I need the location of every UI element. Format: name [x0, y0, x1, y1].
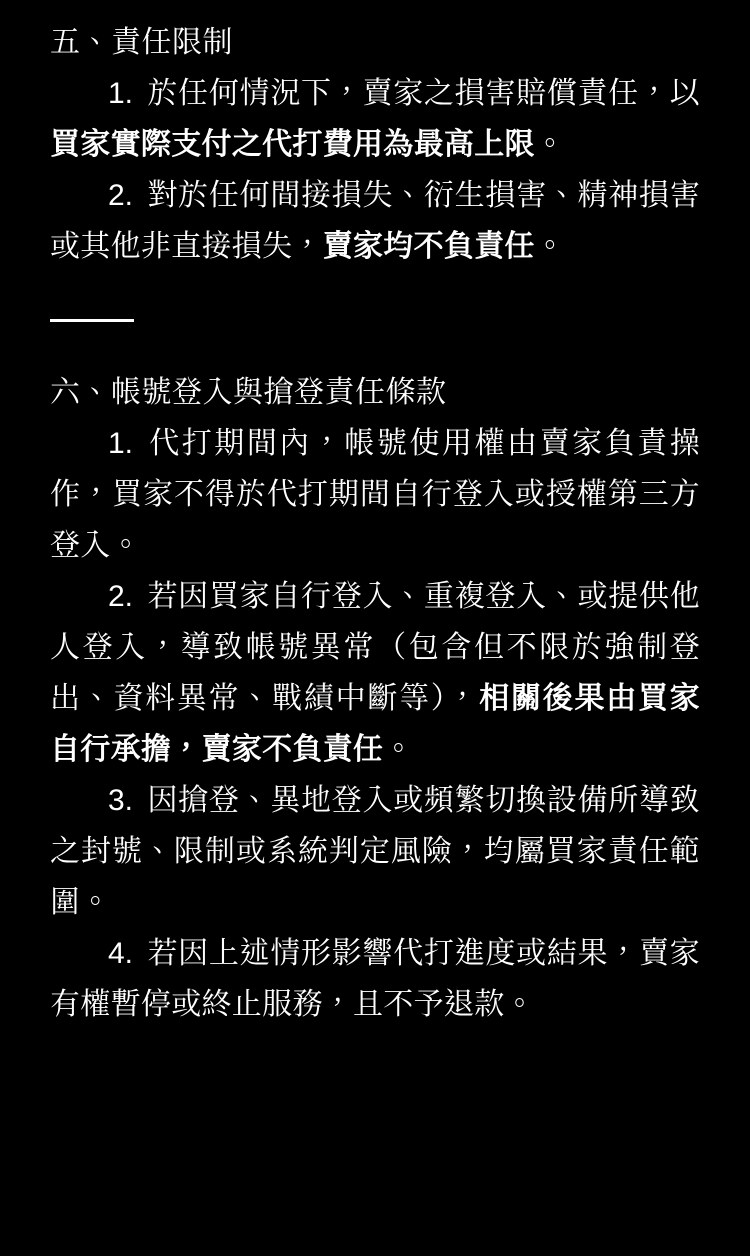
clause-text-emphasis: 買家實際支付之代打費用為最高上限 [50, 128, 535, 161]
section-heading: 六、帳號登入與搶登責任條款 [50, 376, 447, 409]
clause-text-tail: 。 [383, 733, 414, 766]
section-heading: 五、責任限制 [50, 26, 233, 59]
clause-number: 4. [108, 937, 134, 970]
clause-text: 於任何情況下，賣家之損害賠償責任，以 [147, 77, 700, 110]
section-liability-limitation [50, 18, 700, 272]
clause-item [50, 928, 700, 1030]
clause-number: 2. [108, 580, 134, 613]
clause-text: 代打期間內，帳號使用權由賣家負責操作，買家不得於代打期間自行登入或授權第三方登入。 [50, 427, 700, 562]
clause-item [50, 68, 700, 170]
clause-text: 因搶登、異地登入或頻繁切換設備所導致之封號、限制或系統判定風險，均屬買家責任範圍。 [50, 784, 700, 919]
clause-text-emphasis: 賣家均不負責任 [322, 230, 535, 263]
clause-list [50, 68, 700, 272]
clause-number: 1. [108, 77, 134, 110]
clause-item [50, 775, 700, 928]
section-divider-wrapper [50, 272, 700, 368]
clause-text: 若因上述情形影響代打進度或結果，賣家有權暫停或終止服務，且不予退款。 [50, 937, 700, 1021]
clause-text-tail: 。 [534, 128, 566, 161]
clause-text: 對於任何間接損失、衍生損害、精神損害或其他非直接損失， [50, 179, 700, 263]
clause-number: 3. [108, 784, 134, 817]
clause-text-emphasis: 相關後果由買家自行承擔，賣家不負責任 [50, 682, 700, 766]
horizontal-rule-icon [50, 319, 134, 322]
clause-list [50, 418, 700, 1030]
clause-item [50, 571, 700, 775]
clause-item [50, 418, 700, 571]
clause-text-tail: 。 [534, 230, 566, 263]
clause-text: 若因買家自行登入、重複登入、或提供他人登入，導致帳號異常（包含但不限於強制登出、資料異常、戰績中斷等）， [50, 580, 700, 715]
clause-item [50, 170, 700, 272]
clause-number: 2. [108, 179, 134, 212]
clause-number: 1. [108, 427, 134, 460]
section-account-login-responsibility [50, 368, 700, 1030]
